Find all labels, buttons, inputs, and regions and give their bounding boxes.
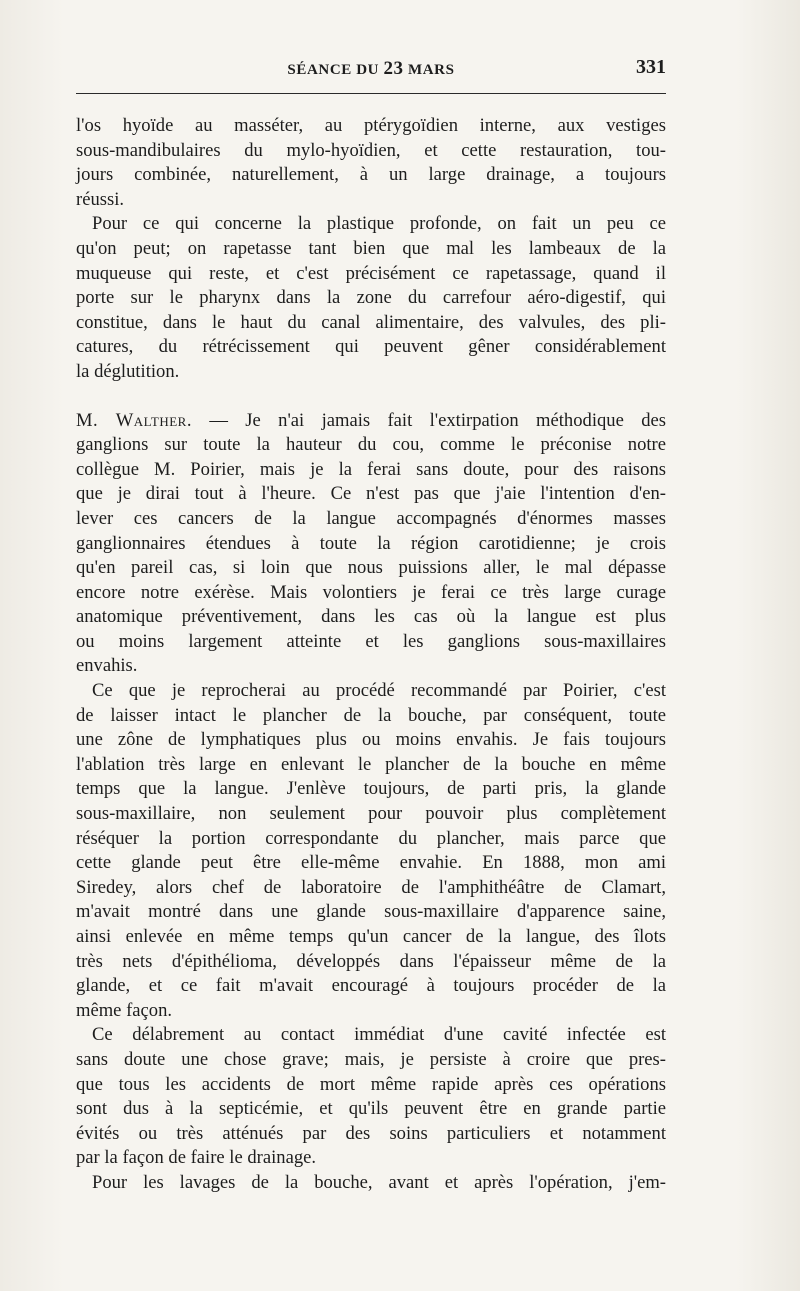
text-line: ganglionnaires étendues à toute la région carotidienne; je crois [76, 532, 666, 554]
text-line: qu'on peut; on rapetasse tant bien que mal les lambeaux de la [76, 237, 666, 259]
text-line: une zône de lymphatiques plus ou moins envahis. Je fais toujours [76, 729, 666, 751]
paragraph-gap [76, 385, 666, 409]
paragraph-continuation [76, 1048, 666, 1171]
text-line: temps que la langue. J'enlève toujours, de parti pris, la glande [76, 778, 666, 800]
text-line: sous-maxillaire, non seulement pour pouvoir plus complètement [76, 803, 666, 825]
text-line: Pour ce qui concerne la plastique profonde, on fait un peu ce [92, 213, 666, 235]
text-line: évités ou très atténués par des soins particuliers et notamment [76, 1122, 666, 1144]
text-line: l'ablation très large en enlevant le plancher de la bouche en même [76, 753, 666, 775]
text-line: même façon. [76, 999, 173, 1021]
page-header [76, 58, 666, 86]
paragraph [76, 1171, 666, 1196]
paragraph [76, 679, 666, 704]
text-line: de laisser intact le plancher de la bouche, par conséquent, toute [76, 704, 666, 726]
text-line: réséquer la portion correspondante du plancher, mais parce que [76, 827, 666, 849]
text-line: cette glande peut être elle-même envahie. En 1888, mon ami [76, 852, 666, 874]
paragraph [76, 114, 666, 212]
text-line: ainsi enlevée en même temps qu'un cancer de la langue, des îlots [76, 926, 666, 947]
running-title-prefix: SÉANCE DU [287, 62, 384, 78]
text-line [76, 409, 666, 434]
text-line: Ce que je reprocherai au procédé recommandé par Poirier, c'est [92, 680, 666, 702]
text-line: Ce délabrement au contact immédiat d'une cavité infectée est [92, 1024, 666, 1046]
text-line: muqueuse qui reste, et c'est précisément ce rapetassage, quand il [76, 262, 666, 284]
text-line: lever ces cancers de la langue accompagnés d'énormes masses [76, 507, 666, 529]
text-line: Siredey, alors chef de laboratoire de l'amphithéâtre de Clamart, [76, 876, 666, 898]
body-text [76, 114, 666, 1196]
paragraph [76, 1023, 666, 1048]
header-rule [76, 93, 666, 94]
text-line: sans doute une chose grave; mais, je persiste à croire que pres- [76, 1048, 666, 1070]
text-line: que je dirai tout à l'heure. Ce n'est pas que j'aie l'intention d'en- [76, 483, 666, 505]
text-line: jours combinée, naturellement, à un large drainage, a toujours [76, 164, 666, 186]
text-line: très nets d'épithélioma, développés dans l'épaisseur même de la [76, 950, 666, 972]
text-line: ganglions sur toute la hauteur du cou, comme le préconise notre [76, 434, 666, 456]
paragraph-continuation [76, 237, 666, 385]
page-number: 331 [636, 56, 666, 78]
text-line: glande, et ce fait m'avait encouragé à toujours procéder de la [76, 975, 666, 997]
running-title [76, 58, 666, 80]
text-line: anatomique préventivement, dans les cas où la langue est plus [76, 606, 666, 628]
text-line: catures, du rétrécissement qui peuvent gêner considérablement [76, 336, 666, 358]
text-line: réussi. [76, 188, 125, 210]
text-line: sous-mandibulaires du mylo-hyoïdien, et cette restauration, tou- [76, 139, 666, 161]
text-line: porte sur le pharynx dans la zone du carrefour aéro-digestif, qui [76, 287, 666, 309]
text-line: ou moins largement atteinte et les ganglions sous-maxillaires [76, 630, 666, 652]
text-line: sont dus à la septicémie, et qu'ils peuvent être en grande partie [76, 1098, 666, 1120]
text-line: collègue M. Poirier, mais je la ferai sans doute, pour des raisons [76, 458, 666, 480]
paragraph-continuation [76, 704, 666, 1024]
text-line: Pour les lavages de la bouche, avant et après l'opération, j'em- [92, 1171, 666, 1193]
text-line: l'os hyoïde au masséter, au ptérygoïdien interne, aux vestiges [76, 115, 666, 136]
paragraph [76, 212, 666, 237]
text-line: qu'en pareil cas, si loin que nous puissions aller, le mal dépasse [76, 557, 666, 579]
speaker-line-text: — Je n'ai jamais fait l'extirpation méthodique des [191, 409, 666, 431]
text-line: encore notre exérèse. Mais volontiers je ferai ce très large curage [76, 581, 666, 603]
paragraph-speaker [76, 409, 666, 680]
running-title-day: 23 [383, 58, 404, 79]
text-line: m'avait montré dans une glande sous-maxillaire d'apparence saine, [76, 901, 666, 923]
text-line: par la façon de faire le drainage. [76, 1147, 317, 1169]
text-line: envahis. [76, 655, 138, 677]
speaker-name: M. Walther. [76, 409, 192, 431]
text-line: que tous les accidents de mort même rapide après ces opérations [76, 1073, 666, 1095]
text-line: constitue, dans le haut du canal alimentaire, des valvules, des pli- [76, 311, 666, 333]
text-line: la déglutition. [76, 360, 180, 382]
running-title-suffix: MARS [403, 62, 455, 78]
